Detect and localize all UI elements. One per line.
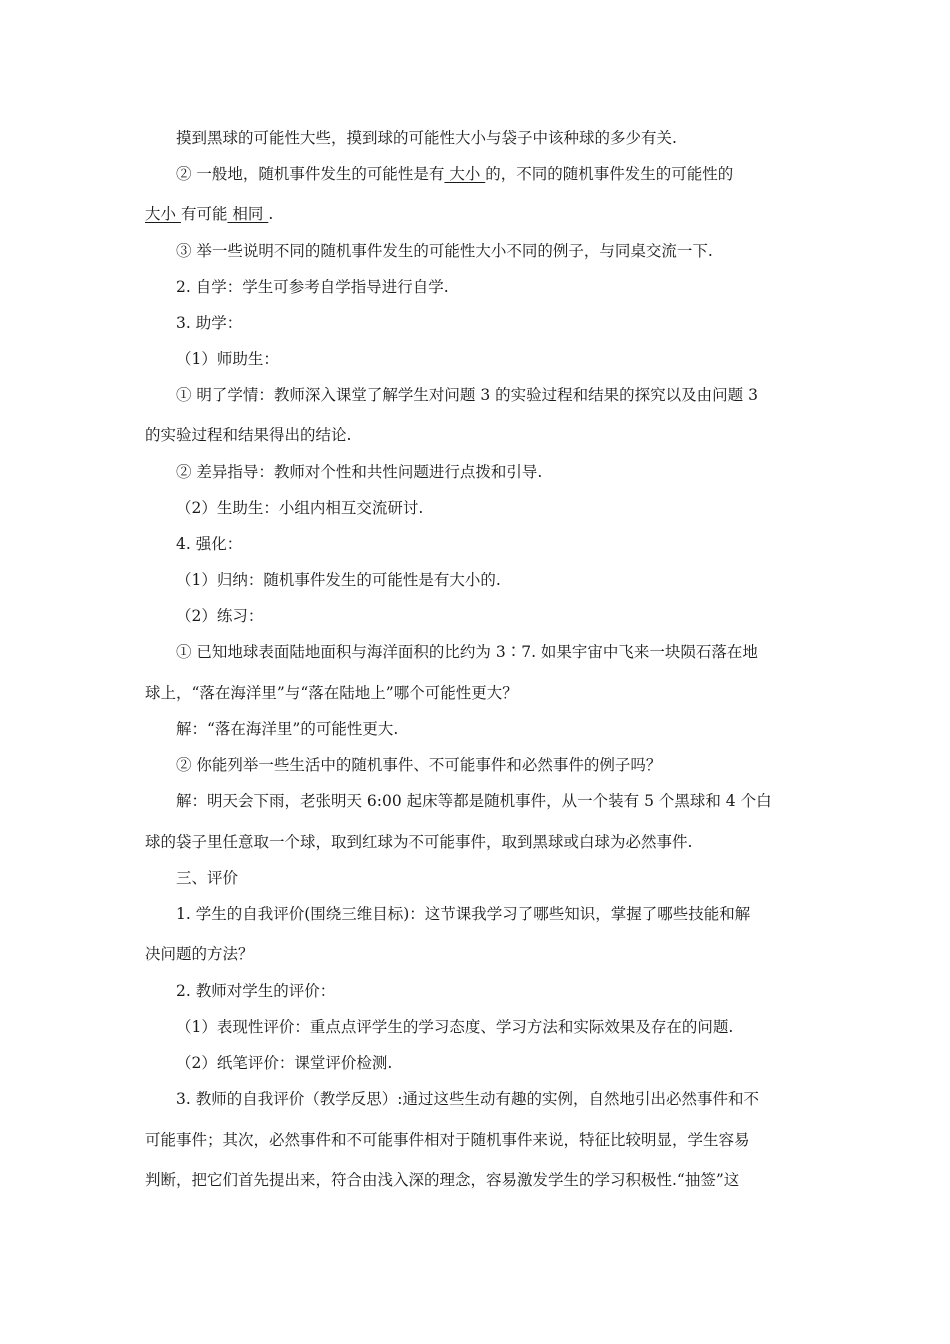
paragraph-line: ③ 举一些说明不同的随机事件发生的可能性大小不同的例子，与同桌交流一下.	[176, 242, 713, 260]
text-run: 有可能	[180, 205, 228, 223]
paragraph-line: 可能事件；其次，必然事件和不可能事件相对于随机事件来说，特征比较明显，学生容易	[145, 1131, 750, 1149]
paragraph-line: 1. 学生的自我评价(围绕三维目标)：这节课我学习了哪些知识，掌握了哪些技能和解	[176, 905, 751, 923]
paragraph-line: （1）师助生：	[176, 350, 279, 368]
paragraph-line: 2. 自学：学生可参考自学指导进行自学.	[176, 278, 449, 296]
paragraph-line: ② 你能列举一些生活中的随机事件、不可能事件和必然事件的例子吗？	[176, 756, 662, 774]
text-run: ② 一般地，随机事件发生的可能性是有	[176, 165, 445, 183]
paragraph-line: 球上，“落在海洋里”与“落在陆地上”哪个可能性更大？	[145, 684, 518, 702]
blank-answer: 相同	[227, 205, 269, 223]
paragraph-line: 解：明天会下雨，老张明天 6:00 起床等都是随机事件，从一个装有 5 个黑球和 4 个白	[176, 792, 772, 810]
paragraph-line: 3. 教师的自我评价（教学反思）:通过这些生动有趣的实例，自然地引出必然事件和不	[176, 1090, 759, 1108]
paragraph-line: （1）归纳：随机事件发生的可能性是有大小的.	[176, 571, 501, 589]
paragraph-line	[176, 164, 733, 184]
paragraph-line: 球的袋子里任意取一个球，取到红球为不可能事件，取到黑球或白球为必然事件.	[145, 833, 693, 851]
paragraph-line: 判断，把它们首先提出来，符合由浅入深的理念，容易激发学生的学习积极性.“抽签”这	[145, 1171, 740, 1189]
blank-answer: 大小	[444, 165, 486, 183]
paragraph-line: （2）纸笔评价：课堂评价检测.	[176, 1054, 393, 1072]
paragraph-line: 2. 教师对学生的评价：	[176, 982, 336, 1000]
paragraph-line: 的实验过程和结果得出的结论.	[145, 426, 352, 444]
text-run: 的，不同的随机事件发生的可能性的	[485, 165, 734, 183]
section-heading: 三、评价	[176, 869, 239, 887]
paragraph-line: ② 差异指导：教师对个性和共性问题进行点拨和引导.	[176, 463, 543, 481]
paragraph-line: 决问题的方法？	[145, 945, 254, 963]
paragraph-line: ① 已知地球表面陆地面积与海洋面积的比约为 3∶7. 如果宇宙中飞来一块陨石落在地	[176, 643, 758, 661]
paragraph-line: 4. 强化：	[176, 535, 243, 553]
text-run: .	[268, 205, 274, 223]
paragraph-line: 3. 助学：	[176, 314, 243, 332]
paragraph-line: 摸到黑球的可能性大些，摸到球的可能性大小与袋子中该种球的多少有关.	[176, 129, 677, 147]
paragraph-line: ① 明了学情：教师深入课堂了解学生对问题 3 的实验过程和结果的探究以及由问题 3	[176, 386, 758, 404]
paragraph-line: （2）生助生：小组内相互交流研讨.	[176, 499, 424, 517]
paragraph-line	[145, 204, 273, 224]
paragraph-line: 解：“落在海洋里”的可能性更大.	[176, 720, 399, 738]
paragraph-line: （2）练习：	[176, 607, 264, 625]
paragraph-line: （1）表现性评价：重点点评学生的学习态度、学习方法和实际效果及存在的问题.	[176, 1018, 734, 1036]
blank-answer: 大小	[145, 205, 181, 223]
